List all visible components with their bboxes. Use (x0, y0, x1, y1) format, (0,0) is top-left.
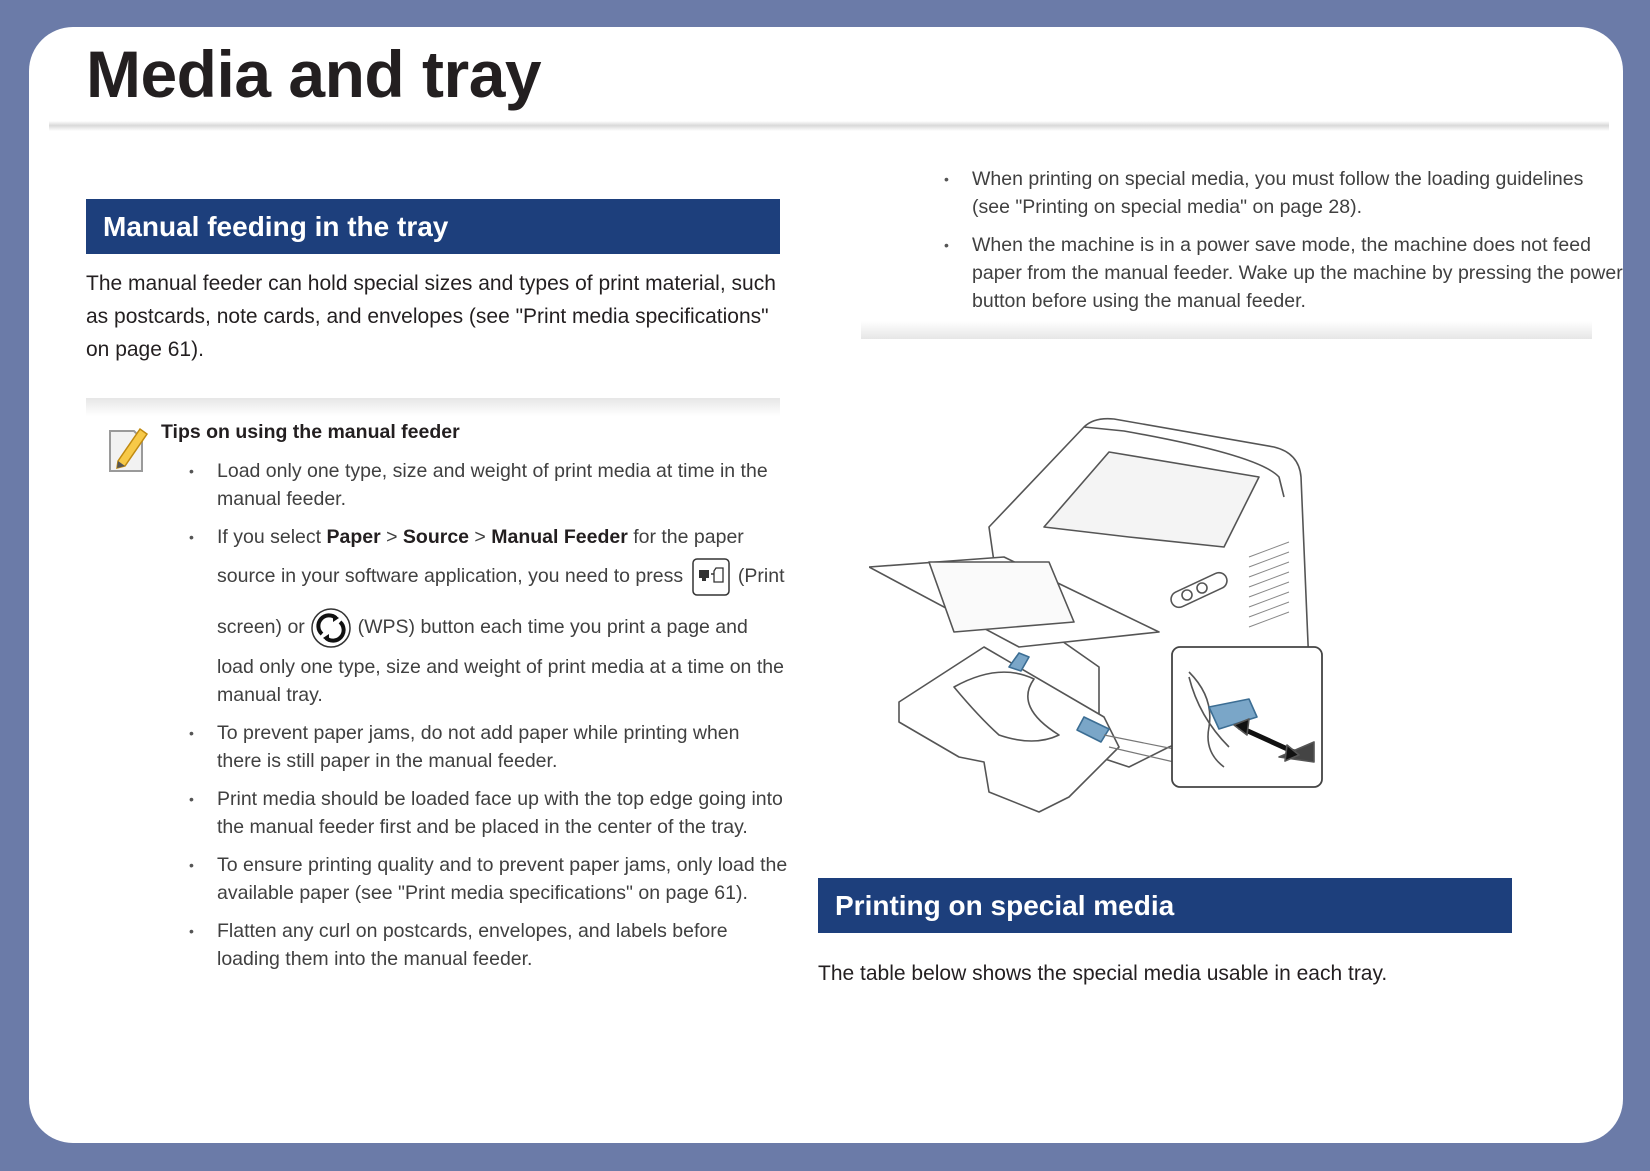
special-media-intro: The table below shows the special media usable in each tray. (818, 962, 1388, 985)
menu-path-separator: > (469, 526, 492, 548)
section-heading-manual-feeding: Manual feeding in the tray (86, 199, 780, 254)
wps-button-icon (310, 607, 352, 649)
note-divider (861, 321, 1592, 339)
print-screen-button-icon (691, 557, 731, 597)
note-pencil-icon (106, 423, 152, 477)
menu-path-source: Source (402, 526, 470, 548)
special-media-notes-list (944, 165, 1623, 325)
section-heading-special-media: Printing on special media (818, 878, 1512, 933)
title-divider (49, 121, 1609, 131)
printer-manual-feeder-illustration (869, 417, 1399, 837)
menu-path-manual-feeder: Manual Feeder (491, 526, 628, 548)
menu-path-paper: Paper (326, 526, 381, 548)
manual-feeder-tips-list (189, 457, 789, 983)
page (29, 27, 1623, 1143)
list-item: • Print media should be loaded face up with the top edge going into the manual feeder first and be placed in the center of the tray. (189, 785, 789, 841)
tip-text: (WPS) button each time you print a page and load only one type, size and weight of print media at a time on the manual tray. (217, 616, 784, 706)
page-title: Media and tray (86, 37, 542, 111)
tip-text: (Print screen) or (217, 565, 785, 639)
manual-feeding-intro: The manual feeder can hold special sizes and types of print material, such as postcards, note cards, and envelopes (see "Print media specifications" on page 61). (86, 272, 776, 361)
list-item: • When printing on special media, you must follow the loading guidelines (see "Printing on special media" on page 28). (944, 165, 1623, 221)
list-item: • When the machine is in a power save mode, the machine does not feed paper from the manual feeder. Wake up the machine by pressing the power button before using the manual feeder. (944, 231, 1623, 315)
list-item: • To ensure printing quality and to prevent paper jams, only load the available paper (see "Print media specifications" on page 61). (189, 851, 789, 907)
list-item: • To prevent paper jams, do not add paper while printing when there is still paper in the manual feeder. (189, 719, 789, 775)
tip-text: If you select (217, 526, 327, 548)
tip-text: for the paper source in your software application, you need to press (217, 526, 744, 588)
list-item: • Flatten any curl on postcards, envelopes, and labels before loading them into the manual feeder. (189, 917, 789, 973)
note-heading: Tips on using the manual feeder (161, 421, 460, 443)
list-item (189, 523, 789, 709)
menu-path-separator: > (380, 526, 403, 548)
list-item: • Load only one type, size and weight of print media at time in the manual feeder. (189, 457, 789, 513)
note-divider (86, 398, 780, 416)
